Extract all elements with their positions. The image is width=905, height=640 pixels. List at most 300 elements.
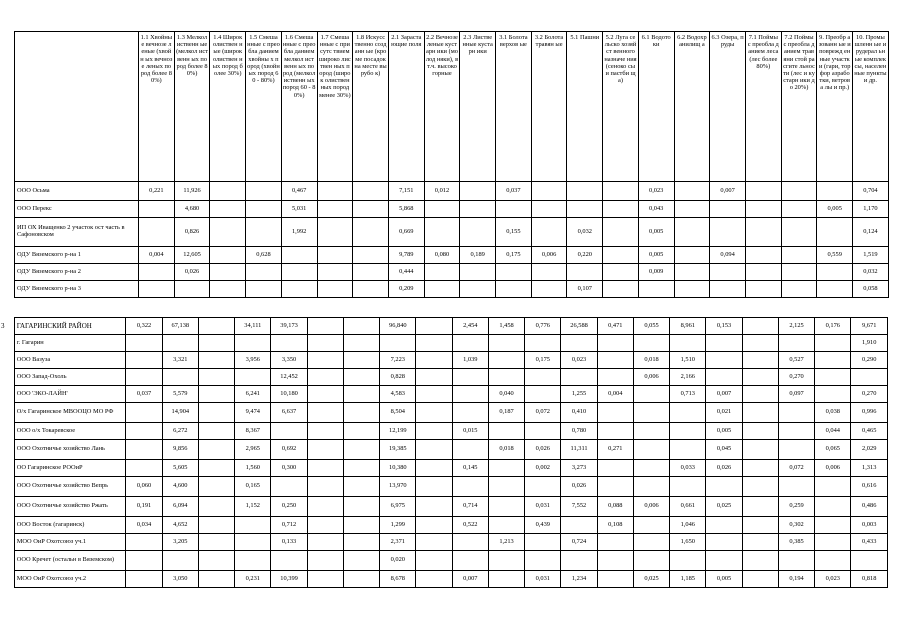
value-cell: 1,234 bbox=[561, 571, 597, 588]
value-cell: 5,579 bbox=[162, 386, 198, 403]
value-cell bbox=[198, 423, 234, 440]
value-cell bbox=[246, 218, 282, 247]
value-cell: 0,018 bbox=[488, 440, 524, 460]
value-cell: 0,072 bbox=[778, 460, 814, 477]
value-cell bbox=[781, 264, 817, 281]
value-cell bbox=[597, 534, 633, 551]
value-cell bbox=[424, 201, 460, 218]
value-cell: 0,006 bbox=[633, 497, 669, 517]
value-cell bbox=[633, 534, 669, 551]
table-row bbox=[15, 281, 889, 298]
value-cell: 0,058 bbox=[853, 281, 889, 298]
value-cell: 1,170 bbox=[853, 201, 889, 218]
value-cell bbox=[778, 403, 814, 423]
value-cell: 0,467 bbox=[281, 182, 317, 201]
row-gutter bbox=[0, 352, 14, 369]
section-number: 3 bbox=[1, 321, 5, 330]
org-name: ООО Охотничье хозяйство Вепрь bbox=[14, 477, 126, 497]
table-row bbox=[0, 403, 888, 423]
value-cell bbox=[416, 352, 452, 369]
value-cell: 0,385 bbox=[778, 534, 814, 551]
table-row bbox=[0, 551, 888, 571]
value-cell: 9,474 bbox=[235, 403, 271, 423]
value-cell: 0,034 bbox=[126, 517, 162, 534]
value-cell bbox=[674, 201, 710, 218]
row-gutter bbox=[0, 403, 14, 423]
table-row bbox=[0, 369, 888, 386]
value-cell: 0,465 bbox=[851, 423, 888, 440]
value-cell bbox=[488, 571, 524, 588]
value-cell bbox=[742, 318, 778, 335]
value-cell: 0,037 bbox=[126, 386, 162, 403]
value-cell: 4,600 bbox=[162, 477, 198, 497]
value-cell bbox=[198, 460, 234, 477]
value-cell bbox=[815, 477, 851, 497]
value-cell: 6,975 bbox=[380, 497, 416, 517]
value-cell bbox=[343, 571, 379, 588]
table-row bbox=[0, 534, 888, 551]
table-row bbox=[0, 440, 888, 460]
table-row bbox=[15, 218, 889, 247]
value-cell bbox=[353, 218, 389, 247]
value-cell bbox=[745, 264, 781, 281]
column-header: 2.1 Зарастa ющие поля bbox=[388, 32, 424, 182]
value-cell: 0,005 bbox=[817, 201, 853, 218]
value-cell bbox=[674, 281, 710, 298]
value-cell: 10,180 bbox=[271, 386, 307, 403]
value-cell: 0,527 bbox=[778, 352, 814, 369]
value-cell: 7,223 bbox=[380, 352, 416, 369]
value-cell bbox=[670, 403, 706, 423]
value-cell bbox=[235, 335, 271, 352]
value-cell bbox=[488, 551, 524, 571]
value-cell bbox=[742, 335, 778, 352]
table-row bbox=[15, 201, 889, 218]
value-cell bbox=[307, 403, 343, 423]
value-cell: 0,031 bbox=[525, 571, 561, 588]
value-cell bbox=[525, 534, 561, 551]
table-row bbox=[15, 264, 889, 281]
value-cell: 9,856 bbox=[162, 440, 198, 460]
value-cell bbox=[742, 571, 778, 588]
value-cell: 1,039 bbox=[452, 352, 488, 369]
value-cell: 0,026 bbox=[561, 477, 597, 497]
value-cell bbox=[778, 551, 814, 571]
value-cell: 0,006 bbox=[633, 369, 669, 386]
org-name: МОО ОиР Охотсоюз уч.2 bbox=[14, 571, 126, 588]
value-cell: 0,097 bbox=[778, 386, 814, 403]
value-cell bbox=[525, 551, 561, 571]
value-cell: 3,956 bbox=[235, 352, 271, 369]
header-row bbox=[15, 32, 889, 182]
value-cell: 0,300 bbox=[271, 460, 307, 477]
value-cell bbox=[139, 218, 175, 247]
value-cell: 0,032 bbox=[853, 264, 889, 281]
column-header: 1.4 Широк олиствен ные (широк олиствен ных пород более 30%) bbox=[210, 32, 246, 182]
value-cell bbox=[452, 369, 488, 386]
column-header: 5.2 Луга сельско хозяйст венного назначе ния (сеноко сы и пастби ща) bbox=[603, 32, 639, 182]
value-cell bbox=[416, 318, 452, 335]
value-cell bbox=[597, 335, 633, 352]
value-cell bbox=[198, 440, 234, 460]
value-cell bbox=[343, 460, 379, 477]
land-cover-table-top bbox=[14, 31, 889, 298]
value-cell bbox=[745, 281, 781, 298]
value-cell bbox=[781, 247, 817, 264]
value-cell: 0,032 bbox=[567, 218, 603, 247]
value-cell: 7,151 bbox=[388, 182, 424, 201]
value-cell: 1,560 bbox=[235, 460, 271, 477]
value-cell bbox=[851, 369, 888, 386]
value-cell bbox=[603, 218, 639, 247]
value-cell: 0,175 bbox=[525, 352, 561, 369]
org-name: ОДУ Вяземского р-на 1 bbox=[15, 247, 139, 264]
column-header: 2.3 Листве нные кустарн ики bbox=[460, 32, 496, 182]
value-cell: 0,005 bbox=[638, 218, 674, 247]
value-cell bbox=[416, 440, 452, 460]
value-cell bbox=[353, 281, 389, 298]
value-cell: 0,559 bbox=[817, 247, 853, 264]
value-cell bbox=[452, 335, 488, 352]
value-cell bbox=[817, 281, 853, 298]
value-cell bbox=[246, 281, 282, 298]
value-cell bbox=[742, 423, 778, 440]
value-cell bbox=[271, 477, 307, 497]
value-cell: 12,199 bbox=[380, 423, 416, 440]
value-cell: 0,522 bbox=[452, 517, 488, 534]
value-cell: 0,996 bbox=[851, 403, 888, 423]
value-cell bbox=[452, 403, 488, 423]
value-cell bbox=[633, 335, 669, 352]
value-cell bbox=[488, 352, 524, 369]
value-cell: 6,241 bbox=[235, 386, 271, 403]
value-cell bbox=[597, 423, 633, 440]
value-cell bbox=[603, 201, 639, 218]
row-gutter bbox=[0, 423, 14, 440]
value-cell bbox=[416, 369, 452, 386]
value-cell bbox=[496, 264, 532, 281]
header-name-cell bbox=[15, 32, 139, 182]
value-cell bbox=[670, 551, 706, 571]
value-cell bbox=[307, 517, 343, 534]
value-cell bbox=[633, 551, 669, 571]
value-cell bbox=[343, 403, 379, 423]
value-cell bbox=[416, 423, 452, 440]
value-cell: 2,029 bbox=[851, 440, 888, 460]
value-cell bbox=[745, 182, 781, 201]
value-cell: 0,023 bbox=[815, 571, 851, 588]
value-cell: 1,255 bbox=[561, 386, 597, 403]
value-cell bbox=[706, 551, 742, 571]
org-name: ООО о/х Токаревское bbox=[14, 423, 126, 440]
value-cell bbox=[210, 218, 246, 247]
row-gutter bbox=[0, 477, 14, 497]
value-cell bbox=[198, 571, 234, 588]
org-name: ООО 'ЭКО-ЛАЙН' bbox=[14, 386, 126, 403]
value-cell: 8,504 bbox=[380, 403, 416, 423]
value-cell bbox=[343, 318, 379, 335]
value-cell: 3,350 bbox=[271, 352, 307, 369]
value-cell: 12,452 bbox=[271, 369, 307, 386]
value-cell bbox=[307, 386, 343, 403]
value-cell: 0,026 bbox=[174, 264, 210, 281]
value-cell: 0,088 bbox=[597, 497, 633, 517]
value-cell bbox=[235, 534, 271, 551]
value-cell bbox=[815, 369, 851, 386]
value-cell bbox=[307, 571, 343, 588]
value-cell bbox=[198, 497, 234, 517]
value-cell: 0,012 bbox=[424, 182, 460, 201]
value-cell bbox=[162, 369, 198, 386]
column-header: 2.2 Вечнозе леные кустарн ики (молод няки), в т.ч. высоко горные bbox=[424, 32, 460, 182]
value-cell bbox=[742, 386, 778, 403]
org-name: МОО ОиР Охотсоюз уч.1 bbox=[14, 534, 126, 551]
value-cell bbox=[778, 440, 814, 460]
value-cell bbox=[126, 571, 162, 588]
value-cell: 6,272 bbox=[162, 423, 198, 440]
value-cell bbox=[674, 264, 710, 281]
value-cell bbox=[603, 182, 639, 201]
row-gutter bbox=[0, 386, 14, 403]
column-header: 7.2 Поймы с преобла данием травяни стой расгите льности (лес и кустарн ики до 20%) bbox=[781, 32, 817, 182]
column-header: 7.1 Поймы с преобла данием леса (лес более 80%) bbox=[745, 32, 781, 182]
value-cell: 2,166 bbox=[670, 369, 706, 386]
land-cover-table-district bbox=[0, 317, 888, 588]
value-cell: 0,107 bbox=[567, 281, 603, 298]
value-cell: 1,313 bbox=[851, 460, 888, 477]
value-cell bbox=[198, 318, 234, 335]
value-cell bbox=[307, 423, 343, 440]
value-cell bbox=[235, 551, 271, 571]
value-cell: 2,371 bbox=[380, 534, 416, 551]
column-header: 6.3 Озера, пруды bbox=[710, 32, 746, 182]
org-name: ООО Восток (гагаринск) bbox=[14, 517, 126, 534]
value-cell: 1,458 bbox=[488, 318, 524, 335]
value-cell bbox=[815, 352, 851, 369]
value-cell: 0,713 bbox=[670, 386, 706, 403]
value-cell bbox=[235, 369, 271, 386]
column-header: 1.3 Мелкол иственн ые (мелкол иственн ых пород более 80%) bbox=[174, 32, 210, 182]
value-cell bbox=[778, 335, 814, 352]
value-cell bbox=[742, 517, 778, 534]
value-cell bbox=[742, 440, 778, 460]
value-cell: 0,322 bbox=[126, 318, 162, 335]
value-cell bbox=[488, 423, 524, 440]
value-cell bbox=[488, 460, 524, 477]
value-cell bbox=[488, 517, 524, 534]
value-cell bbox=[307, 335, 343, 352]
value-cell bbox=[416, 386, 452, 403]
column-header: 1.6 Смеша нные с преобла данием мелкол иственн ых пород (мелкол иственн ых пород 60 - 80%) bbox=[281, 32, 317, 182]
value-cell bbox=[198, 403, 234, 423]
row-gutter bbox=[0, 551, 14, 571]
value-cell: 0,231 bbox=[235, 571, 271, 588]
value-cell bbox=[343, 352, 379, 369]
value-cell bbox=[424, 218, 460, 247]
value-cell: 0,270 bbox=[778, 369, 814, 386]
value-cell bbox=[235, 517, 271, 534]
value-cell bbox=[706, 335, 742, 352]
value-cell: 8,367 bbox=[235, 423, 271, 440]
value-cell bbox=[126, 440, 162, 460]
value-cell bbox=[633, 460, 669, 477]
value-cell bbox=[633, 440, 669, 460]
value-cell: 0,015 bbox=[452, 423, 488, 440]
value-cell: 0,194 bbox=[778, 571, 814, 588]
value-cell bbox=[525, 423, 561, 440]
org-name: ОДУ Вяземского р-на 2 bbox=[15, 264, 139, 281]
table-row bbox=[0, 352, 888, 369]
value-cell bbox=[126, 551, 162, 571]
value-cell bbox=[706, 352, 742, 369]
value-cell bbox=[307, 477, 343, 497]
value-cell bbox=[317, 281, 353, 298]
value-cell bbox=[633, 517, 669, 534]
value-cell: 0,026 bbox=[525, 440, 561, 460]
value-cell bbox=[525, 369, 561, 386]
value-cell: 0,270 bbox=[851, 386, 888, 403]
value-cell: 0,271 bbox=[597, 440, 633, 460]
value-cell bbox=[416, 403, 452, 423]
value-cell: 0,692 bbox=[271, 440, 307, 460]
value-cell bbox=[531, 281, 567, 298]
value-cell: 1,910 bbox=[851, 335, 888, 352]
value-cell bbox=[460, 201, 496, 218]
value-cell bbox=[742, 403, 778, 423]
value-cell: 0,065 bbox=[815, 440, 851, 460]
value-cell bbox=[246, 182, 282, 201]
value-cell bbox=[745, 247, 781, 264]
value-cell: 4,680 bbox=[174, 201, 210, 218]
value-cell bbox=[424, 264, 460, 281]
value-cell bbox=[126, 423, 162, 440]
value-cell bbox=[531, 264, 567, 281]
value-cell bbox=[210, 201, 246, 218]
value-cell: 0,471 bbox=[597, 318, 633, 335]
value-cell bbox=[745, 201, 781, 218]
value-cell: 0,165 bbox=[235, 477, 271, 497]
value-cell bbox=[210, 281, 246, 298]
value-cell: 0,094 bbox=[710, 247, 746, 264]
table-row bbox=[0, 386, 888, 403]
value-cell bbox=[488, 369, 524, 386]
value-cell: 0,410 bbox=[561, 403, 597, 423]
value-cell bbox=[742, 460, 778, 477]
value-cell: 0,153 bbox=[706, 318, 742, 335]
value-cell: 10,380 bbox=[380, 460, 416, 477]
value-cell bbox=[778, 423, 814, 440]
value-cell: 0,259 bbox=[778, 497, 814, 517]
value-cell: 5,031 bbox=[281, 201, 317, 218]
value-cell: 0,191 bbox=[126, 497, 162, 517]
value-cell: 0,004 bbox=[597, 386, 633, 403]
value-cell: 0,724 bbox=[561, 534, 597, 551]
value-cell: 1,650 bbox=[670, 534, 706, 551]
value-cell bbox=[670, 440, 706, 460]
value-cell bbox=[343, 423, 379, 440]
value-cell bbox=[496, 201, 532, 218]
value-cell bbox=[561, 369, 597, 386]
value-cell: 7,552 bbox=[561, 497, 597, 517]
value-cell: 0,060 bbox=[126, 477, 162, 497]
value-cell bbox=[198, 517, 234, 534]
table-row bbox=[15, 247, 889, 264]
value-cell bbox=[307, 534, 343, 551]
column-header: 5.1 Пашни bbox=[567, 32, 603, 182]
value-cell: 0,628 bbox=[246, 247, 282, 264]
value-cell bbox=[343, 517, 379, 534]
value-cell: 5,868 bbox=[388, 201, 424, 218]
value-cell bbox=[488, 477, 524, 497]
value-cell bbox=[126, 352, 162, 369]
value-cell bbox=[815, 551, 851, 571]
value-cell bbox=[488, 335, 524, 352]
value-cell bbox=[317, 201, 353, 218]
value-cell bbox=[815, 335, 851, 352]
value-cell bbox=[246, 264, 282, 281]
value-cell: 8,961 bbox=[670, 318, 706, 335]
value-cell: 1,299 bbox=[380, 517, 416, 534]
value-cell: 0,108 bbox=[597, 517, 633, 534]
value-cell: 0,044 bbox=[815, 423, 851, 440]
column-header: 1.5 Смеша нные с преобла данием хвойны х пород (хвойн ых пород 60 - 80%) bbox=[246, 32, 282, 182]
value-cell bbox=[817, 182, 853, 201]
value-cell: 1,213 bbox=[488, 534, 524, 551]
value-cell bbox=[416, 477, 452, 497]
value-cell bbox=[452, 477, 488, 497]
value-cell bbox=[815, 534, 851, 551]
value-cell bbox=[742, 369, 778, 386]
value-cell bbox=[815, 517, 851, 534]
value-cell: 6,094 bbox=[162, 497, 198, 517]
value-cell: 0,072 bbox=[525, 403, 561, 423]
value-cell bbox=[710, 218, 746, 247]
org-name: ОО Гагаринское РООиР bbox=[14, 460, 126, 477]
value-cell bbox=[460, 264, 496, 281]
column-header: 3.1 Болота верхов ые bbox=[496, 32, 532, 182]
value-cell bbox=[281, 247, 317, 264]
value-cell bbox=[317, 247, 353, 264]
value-cell: 0,025 bbox=[706, 497, 742, 517]
value-cell bbox=[460, 182, 496, 201]
value-cell: 0,007 bbox=[452, 571, 488, 588]
value-cell: 67,138 bbox=[162, 318, 198, 335]
value-cell bbox=[210, 182, 246, 201]
value-cell bbox=[567, 182, 603, 201]
value-cell bbox=[742, 534, 778, 551]
value-cell bbox=[815, 386, 851, 403]
value-cell: 0,221 bbox=[139, 182, 175, 201]
value-cell: 96,840 bbox=[380, 318, 416, 335]
value-cell bbox=[597, 369, 633, 386]
org-name: ООО Охотничье хозяйство Лань bbox=[14, 440, 126, 460]
value-cell bbox=[710, 264, 746, 281]
value-cell bbox=[742, 497, 778, 517]
value-cell bbox=[710, 201, 746, 218]
value-cell: 5,605 bbox=[162, 460, 198, 477]
value-cell: 0,018 bbox=[633, 352, 669, 369]
value-cell bbox=[271, 423, 307, 440]
value-cell bbox=[597, 477, 633, 497]
value-cell bbox=[452, 386, 488, 403]
org-name: г. Гагарин bbox=[14, 335, 126, 352]
value-cell: 0,005 bbox=[638, 247, 674, 264]
value-cell bbox=[525, 335, 561, 352]
value-cell bbox=[198, 551, 234, 571]
value-cell bbox=[633, 477, 669, 497]
value-cell bbox=[633, 403, 669, 423]
value-cell bbox=[353, 264, 389, 281]
